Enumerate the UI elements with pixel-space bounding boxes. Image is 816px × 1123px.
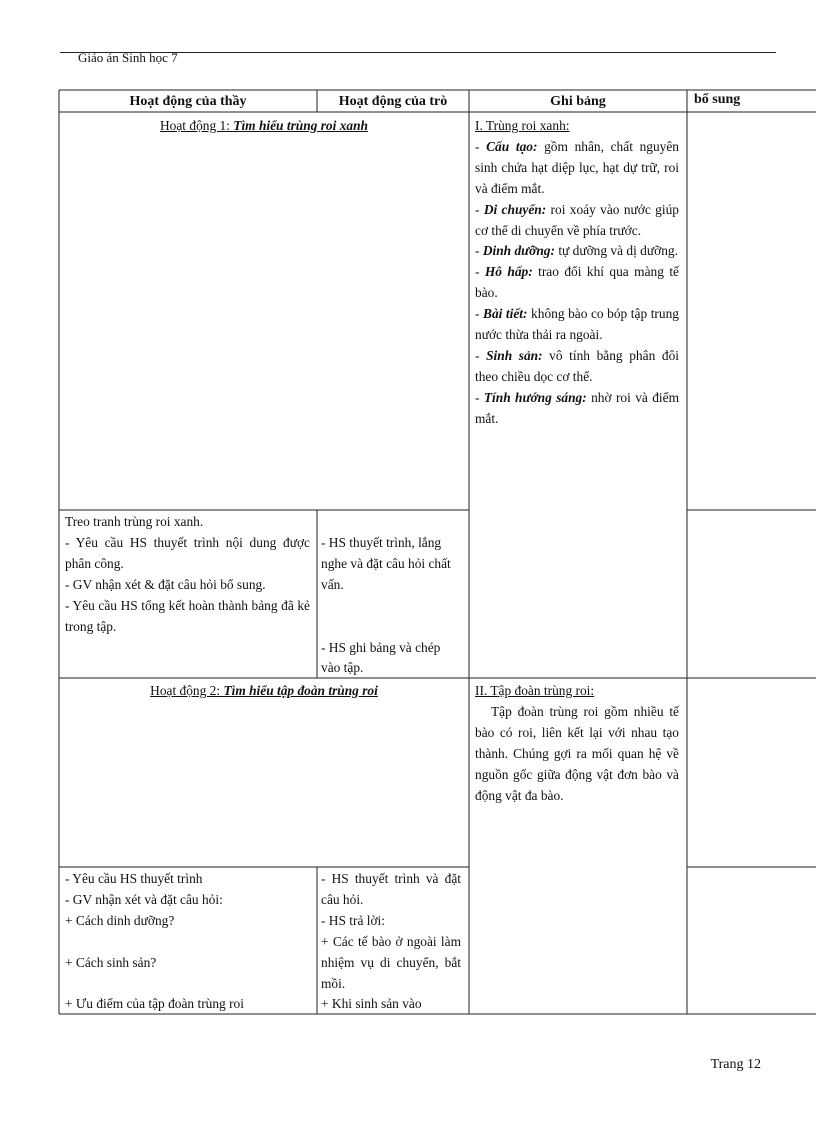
student-line: - HS trả lời: [321,912,385,928]
activity-2-student [321,869,461,1015]
activity-2-name: Tìm hiểu tập đoàn trùng roi [223,683,378,698]
board-text-2: Tập đoàn trùng roi gồm nhiều tế bào có roi, liên kết lại với nhau tạo thành. Chúng gợi ra mối quan hệ về nguồn gốc giữa động vật đơn bào và động vật đa bào. [475,703,679,803]
teacher-line: - Yêu cầu HS thuyết trình nội dung được phân công. [65,534,310,571]
activity-1-student [321,533,461,679]
board-item-movement: - Di chuyển: roi xoáy vào nước giúp cơ thể di chuyển về phía trước. [475,201,679,238]
board-item-reproduction: - Sinh sản: vô tính bằng phân đôi theo chiều dọc cơ thể. [475,347,679,384]
activity-1-name: Tìm hiểu trùng roi xanh [233,118,368,133]
board-item-phototaxis: - Tính hướng sáng: nhờ roi và điểm mắt. [475,389,679,426]
teacher-line: + Cách dinh dưỡng? [65,912,175,928]
header-rule [60,52,776,53]
board-heading-2: II. Tập đoàn trùng roi: [475,683,595,698]
teacher-line: - GV nhận xét & đặt câu hỏi bổ sung. [65,576,266,592]
board-item-excretion: - Bài tiết: không bào co bóp tập trung nước thừa thải ra ngoài. [475,306,679,343]
teacher-line: - GV nhận xét và đặt câu hỏi: [65,891,223,907]
activity-1-teacher [65,512,310,637]
activity-2-teacher [65,869,310,1015]
activity-2-prefix: Hoạt động 2: [150,683,224,698]
student-line: + Khi sinh sản vào [321,996,422,1012]
column-header-notes: bổ sung [694,92,741,107]
activity-1-title [59,116,469,137]
activity-1-prefix: Hoạt động 1: [160,118,234,133]
activity-2-board [475,681,679,806]
teacher-line: + Ưu điểm của tập đoàn trùng roi [65,996,244,1012]
column-header-student: Hoạt động của trò [338,94,448,109]
student-line: - HS ghi bảng và chép vào tập. [321,639,441,676]
activity-1-board [475,116,679,430]
student-line: + Các tế bào ở ngoài làm nhiệm vụ di chuyển, bắt mồi. [321,933,461,991]
board-item-respiration: - Hô hấp: trao đổi khí qua màng tế bào. [475,264,679,301]
teacher-line: - Yêu cầu HS thuyết trình [65,871,203,886]
student-line: - HS thuyết trình, lắng nghe và đặt câu hỏi chất vấn. [321,535,451,592]
document-header: Giáo án Sinh học 7 [78,50,178,65]
student-line: - HS thuyết trình và đặt câu hỏi. [321,871,461,907]
board-item-structure: - Cấu tạo: gồm nhân, chất nguyên sinh chứa hạt diệp lục, hạt dự trữ, roi và điểm mắt. [475,138,679,196]
teacher-line: + Cách sinh sản? [65,954,157,970]
board-item-nutrition: - Dinh dưỡng: tự dưỡng và dị dưỡng. [475,243,678,259]
activity-2-title [59,681,469,702]
column-header-board: Ghi bảng [550,94,606,109]
teacher-line: Treo tranh trùng roi xanh. [65,514,204,529]
board-heading-1: I. Trùng roi xanh: [475,118,570,133]
teacher-line: - Yêu cầu HS tổng kết hoàn thành bảng đã kẻ trong tập. [65,597,310,634]
column-header-teacher: Hoạt động của thầy [129,94,247,109]
page-number: Trang 12 [710,1057,761,1072]
